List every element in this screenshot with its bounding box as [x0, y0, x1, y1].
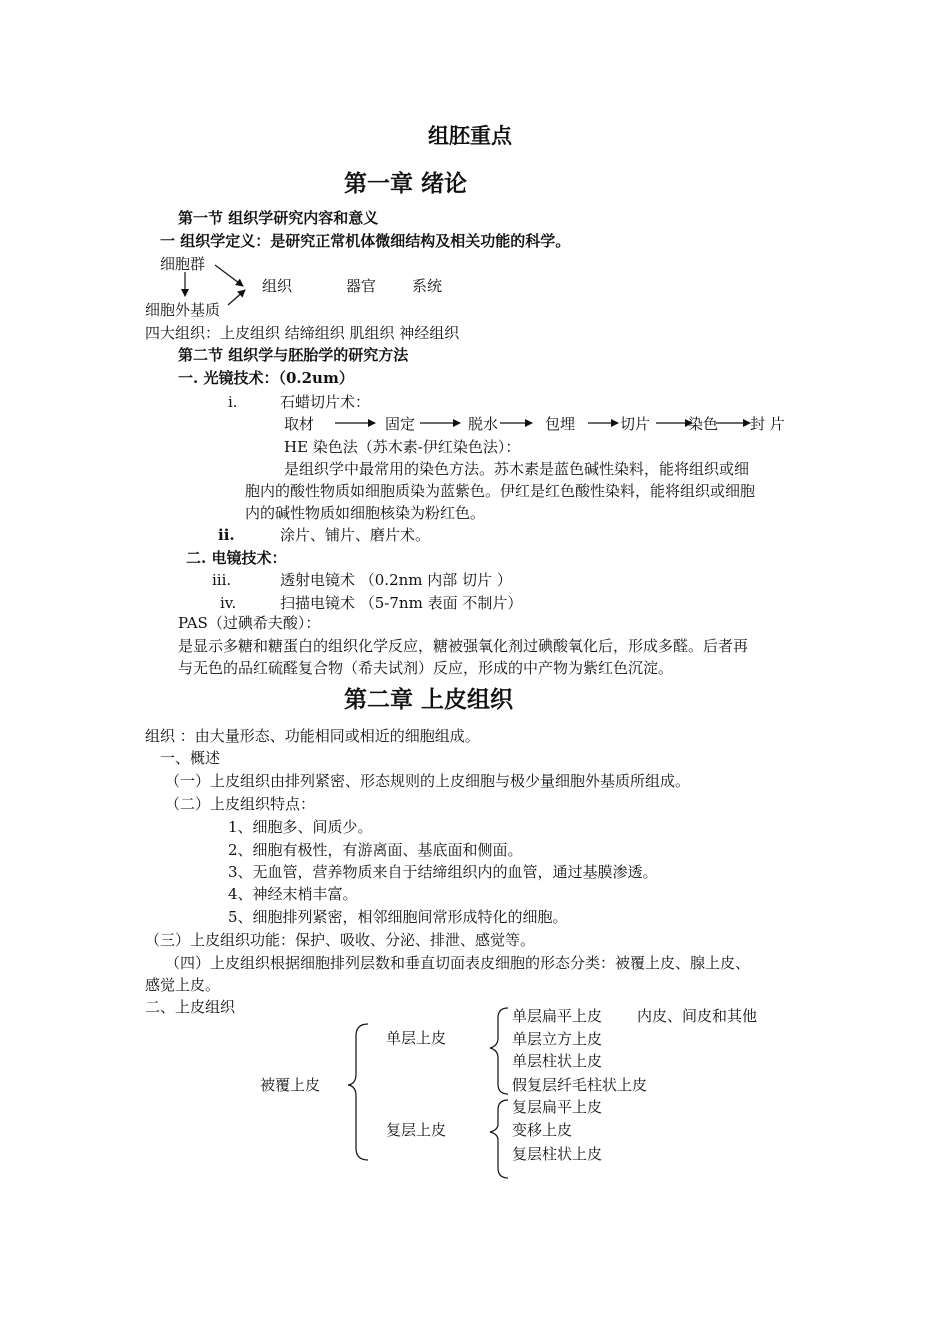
flow-organ: 器官: [346, 277, 377, 295]
para-4-line1: （四）上皮组织根据细胞排列层数和垂直切面表皮细胞的形态分类：被覆上皮、腺上皮、: [165, 954, 751, 972]
pas-heading: PAS（过碘希夫酸）：: [178, 614, 321, 632]
step-2: 固定: [385, 415, 416, 433]
smear-methods: 涂片、铺片、磨片术。: [280, 526, 431, 544]
item-iii-label: iii.: [212, 571, 232, 589]
sem: 扫描电镜术 （5-7nm 表面 不制片）: [280, 594, 523, 612]
chapter-2-title: 第二章 上皮组织: [344, 686, 514, 713]
para-3: （三）上皮组织功能：保护、吸收、分泌、排泄、感觉等。: [145, 931, 536, 949]
feature-4: 4、神经末梢丰富。: [228, 885, 358, 903]
tree-single: 单层上皮: [386, 1029, 447, 1047]
he-desc-line3: 内的碱性物质如细胞核染为粉红色。: [245, 504, 486, 522]
tree-single-item-4: 假复层纤毛柱状上皮: [512, 1076, 648, 1094]
step-3: 脱水: [468, 415, 499, 433]
tree-strat-item-2: 变移上皮: [512, 1121, 573, 1139]
epithelium-section-heading: 二、上皮组织: [145, 998, 236, 1016]
para-4-line2: 感觉上皮。: [145, 976, 221, 994]
item-ii-label: ii.: [218, 526, 235, 544]
document-title: 组胚重点: [428, 123, 512, 148]
tree-single-note: 内皮、间皮和其他: [637, 1007, 758, 1025]
feature-3: 3、无血管，营养物质来自于结缔组织内的血管，通过基膜渗透。: [228, 863, 658, 881]
electron-microscopy-heading: 二. 电镜技术：: [186, 549, 287, 567]
pas-desc-line2: 与无色的品红硫醛复合物（希夫试剂）反应，形成的中产物为紫红色沉淀。: [178, 659, 674, 677]
flow-matrix: 细胞外基质: [145, 301, 221, 319]
he-desc-line2: 胞内的酸性物质如细胞质染为蓝紫色。伊红是红色酸性染料，能将组织或细胞: [245, 482, 756, 500]
overview-heading: 一、概述: [160, 749, 221, 767]
tem: 透射电镜术 （0.2nm 内部 切片 ）: [280, 571, 512, 589]
step-7: 封 片: [750, 415, 785, 433]
flow-cells: 细胞群: [160, 255, 206, 273]
item-iv-label: iv.: [220, 594, 237, 612]
item-i-label: i.: [228, 393, 238, 411]
para-2: （二）上皮组织特点：: [165, 795, 316, 813]
arrow-matrix-to-tissue: [228, 290, 245, 305]
brace-single: [490, 1008, 508, 1094]
flow-system: 系统: [412, 277, 443, 295]
tree-strat-item-3: 复层柱状上皮: [512, 1145, 603, 1163]
feature-2: 2、细胞有极性，有游离面、基底面和侧面。: [228, 841, 523, 859]
light-microscopy-heading: 一. 光镜技术：（0.2um）: [178, 369, 354, 387]
step-6: 染色: [688, 415, 719, 433]
he-stain-heading: HE 染色法（苏木素-伊红染色法）：: [284, 438, 521, 456]
chapter-1-title: 第一章 绪论: [344, 170, 468, 197]
section-2-heading: 第二节 组织学与胚胎学的研究方法: [178, 346, 409, 364]
tree-single-item-2: 单层立方上皮: [512, 1030, 603, 1048]
tree-single-item-3: 单层柱状上皮: [512, 1052, 603, 1070]
step-5: 切片: [620, 415, 651, 433]
histology-definition: 一 组织学定义：是研究正常机体微细结构及相关功能的科学。: [160, 232, 571, 250]
step-4: 包埋: [545, 415, 576, 433]
he-desc-line1: 是组织学中最常用的染色方法。苏木素是蓝色碱性染料，能将组织或细: [284, 460, 750, 478]
brace-root: [348, 1024, 368, 1160]
para-1: （一）上皮组织由排列紧密、形态规则的上皮细胞与极少量细胞外基质所组成。: [165, 772, 691, 790]
four-tissues: 四大组织：上皮组织 结缔组织 肌组织 神经组织: [145, 324, 460, 342]
tree-strat-item-1: 复层扁平上皮: [512, 1098, 603, 1116]
section-1-heading: 第一节 组织学研究内容和意义: [178, 209, 379, 227]
brace-stratified: [490, 1100, 508, 1178]
pas-desc-line1: 是显示多糖和糖蛋白的组织化学反应，糖被强氧化剂过碘酸氧化后，形成多醛。后者再: [178, 637, 749, 655]
feature-5: 5、细胞排列紧密，相邻细胞间常形成特化的细胞。: [228, 908, 568, 926]
tissue-definition: 组织 ：由大量形态、功能相同或相近的细胞组成。: [145, 727, 480, 745]
tree-single-item-1: 单层扁平上皮: [512, 1007, 603, 1025]
step-1: 取材: [284, 415, 315, 433]
arrow-cells-to-tissue: [215, 265, 243, 286]
tree-stratified: 复层上皮: [386, 1121, 447, 1139]
paraffin-section: 石蜡切片术：: [280, 393, 371, 411]
feature-1: 1、细胞多、间质少。: [228, 818, 373, 836]
flow-tissue: 组织: [262, 277, 293, 295]
tree-root: 被覆上皮: [260, 1076, 321, 1094]
